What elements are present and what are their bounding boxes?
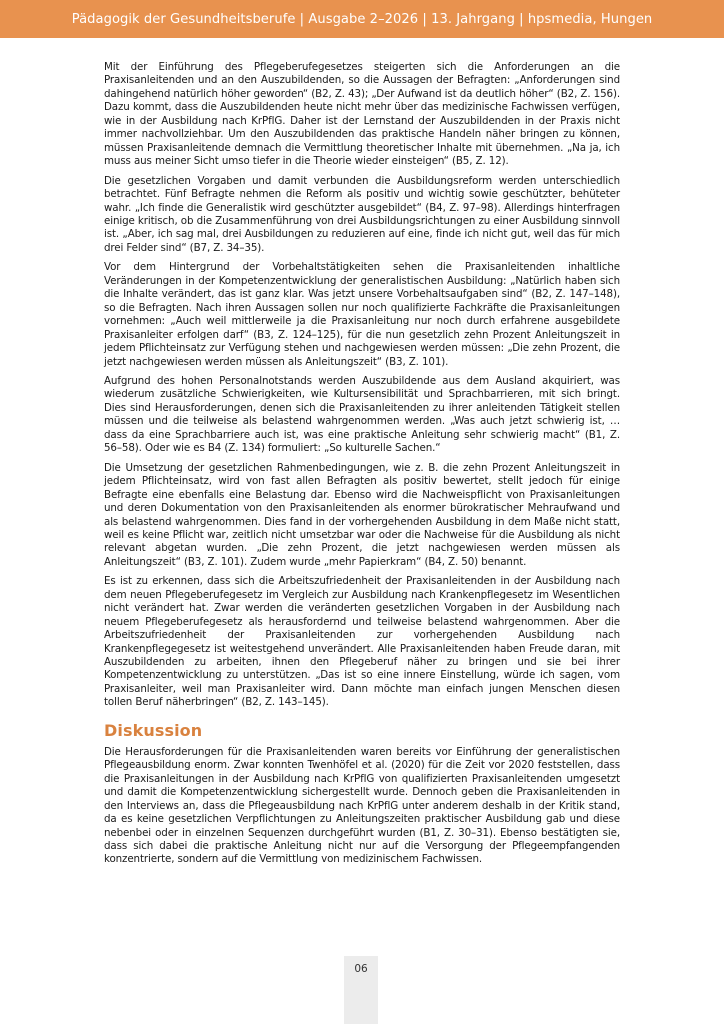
body-paragraph: Die Umsetzung der gesetzlichen Rahmenbedingungen, wie z. B. die zehn Prozent Anleitungszeit in jedem Pflichteinsatz, wird von fast allen Befragten als positiv bewertet, stellt jedoch für einige Befragte eine ebenfalls eine Belastung dar. Ebenso wird die Nachweispflicht von Praxisanleitungen und deren Dokumentation von den Praxisanleitenden als enormer bürokratischer Mehraufwand und als belastend wahrgenommen. Dies fand in der vorhergehenden Ausbildung in dem Maße nicht statt, weil es keine Pflicht war, zeitlich nicht umsetzbar war oder die Nachweise für die Ausbildung als nicht relevant abgetan wurden. „Die zehn Prozent, die jetzt nachgewiesen werden müssen als Anleitungszeit“ (B3, Z. 101). Zudem wurde „mehr Papierkram“ (B4, Z. 50) benannt.	[104, 461, 620, 568]
body-paragraph: Mit der Einführung des Pflegeberufegesetzes steigerten sich die Anforderungen an die Praxisanleitenden und an den Auszubildenden, so die Aussagen der Befragten: „Anforderungen sind dahingehend natürlich höher geworden“ (B2, Z. 43); „Der Aufwand ist da deutlich höher“ (B2, Z. 156). Dazu kommt, dass die Auszubildenden heute nicht mehr über das medizinische Fachwissen verfügen, wie in der Ausbildung nach KrPflG. Daher ist der Lernstand der Auszubildenden in der Praxis nicht immer nachvollziehbar. Um den Auszubildenden das praktische Handeln näher bringen zu können, müssen Praxisanleitende demnach die Vermittlung theoretischer Inhalte mit übernehmen. „Na ja, ich muss aus meiner Sicht umso tiefer in die Theorie wieder einsteigen“ (B5, Z. 12).	[104, 61, 620, 168]
body-paragraph: Vor dem Hintergrund der Vorbehaltstätigkeiten sehen die Praxisanleitenden inhaltliche Veränderungen in der Kompetenzentwicklung der generalistischen Ausbildung: „Natürlich haben sich die Inhalte verändert, das ist ganz klar. Was jetzt unsere Vorbehaltsaufgaben sind“ (B2, Z. 147–148), so die Befragten. Nach ihren Aussagen sollen nur noch qualifizierte Fachkräfte die Praxisanleitungen vornehmen: „Auch weil mittlerweile ja die Praxisanleitung nur noch durch erfahrene ausgebildete Praxisanleiter erfolgen darf“ (B3, Z. 124–125), für die nun gesetzlich zehn Prozent Anleitungszeit in jedem Pflichteinsatz zur Verfügung stehen und nachgewiesen werden müssen: „Die zehn Prozent, die jetzt nachgewiesen werden müssen als Anleitungszeit“ (B3, Z. 101).	[104, 261, 620, 368]
journal-info: Pädagogik der Gesundheitsberufe | Ausgabe 2–2026 | 13. Jahrgang | hpsmedia, Hungen	[71, 11, 653, 27]
article-body	[104, 61, 620, 873]
page-number: 06	[354, 963, 368, 975]
section-heading: Diskussion	[104, 720, 203, 740]
running-header	[0, 0, 724, 38]
body-paragraph: Die gesetzlichen Vorgaben und damit verbunden die Ausbildungsreform werden unterschiedlich betrachtet. Fünf Befragte nehmen die Reform als positiv und wichtig sowie geschützter, behüteter wahr. „Ich finde die Generalistik wird geschützter ausgebildet“ (B4, Z. 97–98). Allerdings hinterfragen einige kritisch, ob die Zusammenführung von drei Ausbildungsrichtungen zu einer Ausbildung sinnvoll ist. „Aber, ich sag mal, drei Ausbildungen zu reduzieren auf eine, finde ich nicht gut, weil das für mich drei Felder sind“ (B7, Z. 34–35).	[104, 174, 620, 254]
page-number-tab	[344, 956, 378, 1024]
body-paragraph: Aufgrund des hohen Personalnotstands werden Auszubildende aus dem Ausland akquiriert, was wiederum zusätzliche Schwierigkeiten, wie Kultursensibilität und Sprachbarrieren, mit sich bringt. Dies sind Herausforderungen, denen sich die Praxisanleitenden zu ihrer anleitenden Tätigkeit stellen müssen und die teilweise als belastend wahrgenommen werden. „Was auch jetzt schwierig ist, … dass da eine Sprachbarriere auch ist, was eine praktische Anleitung sehr schwierig macht“ (B1, Z. 56–58). Oder wie es B4 (Z. 134) formuliert: „So kulturelle Sachen.“	[104, 374, 620, 455]
body-paragraph: Es ist zu erkennen, dass sich die Arbeitszufriedenheit der Praxisanleitenden in der Ausbildung nach dem neuen Pflegeberufegesetz im Vergleich zur Ausbildung nach Krankenpflegesetz im Wesentlichen nicht verändert hat. Zwar werden die veränderten gesetzlichen Vorgaben in der Ausbildung nach neuem Pflegeberufegesetz als herausfordernd und teilweise belastend wahrgenommen. Aber die Arbeitszufriedenheit der Praxisanleitenden zur vorhergehenden Ausbildung nach Krankenpflegegesetz ist weitestgehend unverändert. Alle Praxisanleitenden haben Freude daran, mit Auszubildenden zu arbeiten, ihnen den Pflegeberuf näher zu bringen und sie bei ihrer Kompetenzentwicklung zu unterstützen. „Das ist so eine innere Einstellung, würde ich sagen, vom Praxisanleiter, weil man Praxisanleiter wird. Dann möchte man einfach jungen Menschen diesen tollen Beruf näherbringen“ (B2, Z. 143–145).	[104, 575, 620, 709]
discussion-paragraph: Die Herausforderungen für die Praxisanleitenden waren bereits vor Einführung der generalistischen Pflegeausbildung enorm. Zwar konnten Twenhöfel et al. (2020) für die Zeit vor 2020 feststellen, dass die Praxisanleitungen in der Ausbildung nach KrPflG von qualifizierten Praxisanleitenden umgesetzt und damit die Kompetenzentwicklung sichergestellt wurde. Dennoch geben die Praxisanleitenden in den Interviews an, dass die Pflegeausbildung nach KrPflG unter anderem deshalb in der Kritik stand, da es keine gesetzlichen Verpflichtungen zu Anleitungszeiten praktischer Ausbildung gab und diese nebenbei oder in einzelnen Sequenzen durchgeführt wurden (B1, Z. 30–31). Ebenso bestätigten sie, dass sich dabei die praktische Anleitung nicht nur auf die Versorgung der Pflegeempfangenden konzentrierte, sondern auf die Vermittlung von medizinischem Fachwissen.	[104, 745, 620, 866]
